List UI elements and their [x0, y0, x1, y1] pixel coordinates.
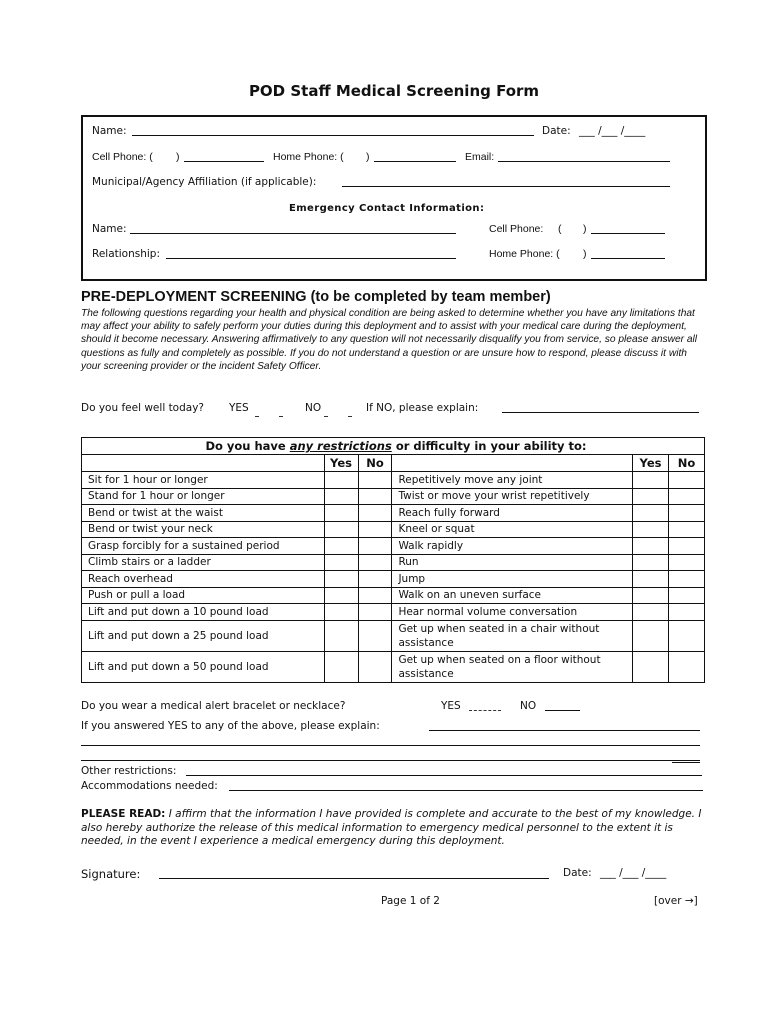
left-no-checkbox[interactable] — [358, 521, 392, 538]
right-yes-checkbox[interactable] — [633, 604, 669, 621]
explain-line-3[interactable] — [81, 750, 700, 761]
bracelet-no-label: NO — [520, 700, 537, 712]
signature-date-field[interactable]: ___ /___ /____ — [600, 867, 667, 879]
right-yes-checkbox[interactable] — [633, 472, 669, 489]
right-no-checkbox[interactable] — [668, 587, 704, 604]
explain-label: If you answered YES to any of the above, please explain: — [81, 720, 380, 732]
signature-label: Signature: — [81, 867, 141, 881]
restrictions-heading: Do you have any restrictions or difficulty in your ability to: — [82, 438, 705, 455]
left-no-checkbox[interactable] — [358, 571, 392, 588]
left-no-checkbox[interactable] — [358, 620, 392, 651]
left-no-checkbox[interactable] — [358, 505, 392, 522]
left-yes-checkbox[interactable] — [324, 488, 358, 505]
other-restrictions-label: Other restrictions: — [81, 765, 177, 777]
right-blank-header — [392, 455, 633, 472]
left-no-checkbox[interactable] — [358, 554, 392, 571]
left-yes-checkbox[interactable] — [324, 554, 358, 571]
right-no-checkbox[interactable] — [668, 488, 704, 505]
ec-cell-paren-close: ) — [583, 223, 587, 235]
ec-name-field[interactable] — [130, 223, 456, 234]
over-link[interactable]: [over →] — [654, 895, 698, 907]
name-label: Name: — [92, 125, 127, 137]
left-yes-checkbox[interactable] — [324, 521, 358, 538]
screening-intro: The following questions regarding your health and physical condition are being asked to determine whether you have any limitations that may affect your ability to safely perform your duties during this deployment and to assist with your medical care during the deployment, should it become necessary. Answering affirmatively to any question will not necessarily disqualify you from service, so please answer all questions as fully and completely as possible. If you do not understand a question or are unsure how to respond, please discuss it with your screening provider or the incident Safety Officer. — [81, 308, 698, 372]
screening-heading: PRE-DEPLOYMENT SCREENING (to be completed by team member) — [81, 289, 551, 305]
restriction-item-right: Walk rapidly — [392, 538, 633, 555]
right-no-checkbox[interactable] — [668, 620, 704, 651]
restriction-item-right: Kneel or squat — [392, 521, 633, 538]
home-phone-field[interactable] — [374, 151, 456, 162]
left-no-checkbox[interactable] — [358, 488, 392, 505]
home-phone-label: Home Phone: ( — [273, 151, 344, 163]
date-field[interactable]: ___ /___ /____ — [579, 125, 646, 137]
affiliation-field[interactable] — [342, 176, 670, 187]
restriction-item-right: Hear normal volume conversation — [392, 604, 633, 621]
restriction-item-right: Get up when seated in a chair without assistance — [392, 620, 633, 651]
restriction-item-right: Reach fully forward — [392, 505, 633, 522]
bracelet-question: Do you wear a medical alert bracelet or necklace? — [81, 700, 346, 712]
right-yes-header: Yes — [633, 455, 669, 472]
explain-line-tail[interactable] — [672, 752, 700, 763]
accommodations-field[interactable] — [229, 780, 703, 791]
left-no-checkbox[interactable] — [358, 472, 392, 489]
restriction-item-right: Jump — [392, 571, 633, 588]
restriction-item-left: Stand for 1 hour or longer — [82, 488, 325, 505]
right-no-checkbox[interactable] — [668, 472, 704, 489]
restriction-item-right: Repetitively move any joint — [392, 472, 633, 489]
left-no-checkbox[interactable] — [358, 587, 392, 604]
page-title: POD Staff Medical Screening Form — [248, 82, 540, 100]
restriction-row — [82, 538, 705, 555]
restriction-row — [82, 554, 705, 571]
restriction-item-left: Grasp forcibly for a sustained period — [82, 538, 325, 555]
email-field[interactable] — [498, 151, 670, 162]
restriction-item-right: Get up when seated on a floor without assistance — [392, 651, 633, 682]
restriction-row — [82, 521, 705, 538]
feel-well-explain-field[interactable] — [502, 402, 699, 413]
ec-home-paren-close: ) — [583, 248, 587, 260]
restriction-row — [82, 587, 705, 604]
explain-field[interactable] — [429, 720, 700, 731]
feel-well-yes-blank[interactable] — [255, 402, 285, 412]
left-yes-checkbox[interactable] — [324, 651, 358, 682]
email-label: Email: — [465, 151, 495, 163]
restriction-item-left: Lift and put down a 50 pound load — [82, 651, 325, 682]
accommodations-label: Accommodations needed: — [81, 780, 218, 792]
ec-cell-label: Cell Phone: — [489, 223, 544, 235]
feel-well-question: Do you feel well today? — [81, 402, 204, 414]
right-no-checkbox[interactable] — [668, 651, 704, 682]
left-yes-checkbox[interactable] — [324, 604, 358, 621]
restriction-row — [82, 505, 705, 522]
right-no-checkbox[interactable] — [668, 571, 704, 588]
ec-name-label: Name: — [92, 223, 127, 235]
right-yes-checkbox[interactable] — [633, 571, 669, 588]
feel-well-no-blank[interactable] — [324, 402, 354, 412]
cell-phone-field[interactable] — [184, 151, 264, 162]
left-yes-checkbox[interactable] — [324, 571, 358, 588]
right-yes-checkbox[interactable] — [633, 521, 669, 538]
cell-phone-paren: ) — [176, 151, 180, 163]
restriction-item-left: Climb stairs or a ladder — [82, 554, 325, 571]
restriction-item-left: Lift and put down a 25 pound load — [82, 620, 325, 651]
restriction-row — [82, 620, 705, 651]
restriction-row — [82, 604, 705, 621]
restriction-item-left: Reach overhead — [82, 571, 325, 588]
home-phone-paren: ) — [366, 151, 370, 163]
other-restrictions-field[interactable] — [186, 765, 702, 776]
ec-relationship-label: Relationship: — [92, 248, 160, 260]
left-yes-checkbox[interactable] — [324, 587, 358, 604]
restriction-row — [82, 488, 705, 505]
ec-relationship-field[interactable] — [166, 248, 456, 259]
restriction-item-left: Lift and put down a 10 pound load — [82, 604, 325, 621]
please-read-label: PLEASE READ: — [81, 808, 166, 820]
signature-date-label: Date: — [563, 867, 592, 879]
left-no-checkbox[interactable] — [358, 651, 392, 682]
left-yes-checkbox[interactable] — [324, 538, 358, 555]
restriction-row — [82, 651, 705, 682]
emergency-contact-heading: Emergency Contact Information: — [289, 203, 485, 214]
ec-cell-field[interactable] — [591, 223, 665, 234]
right-no-checkbox[interactable] — [668, 604, 704, 621]
affirmation-body: I affirm that the information I have provided is complete and accurate to the best of my knowledge. I also hereby authorize the release of this medical information to emergency medical personnel to the extent it is needed, in the event I experience a medical emergency during this deployment. — [81, 808, 702, 847]
restriction-row — [82, 571, 705, 588]
left-no-checkbox[interactable] — [358, 538, 392, 555]
right-no-header: No — [668, 455, 704, 472]
right-yes-checkbox[interactable] — [633, 538, 669, 555]
ec-home-label: Home Phone: ( — [489, 248, 560, 260]
left-no-header: No — [358, 455, 392, 472]
signature-field[interactable] — [159, 868, 549, 879]
restriction-item-right: Walk on an uneven surface — [392, 587, 633, 604]
explain-line-2[interactable] — [81, 735, 700, 746]
restriction-item-left: Sit for 1 hour or longer — [82, 472, 325, 489]
feel-well-no-label: NO — [305, 402, 322, 414]
left-yes-checkbox[interactable] — [324, 620, 358, 651]
cell-phone-label: Cell Phone: ( — [92, 151, 153, 163]
right-yes-checkbox[interactable] — [633, 620, 669, 651]
right-yes-checkbox[interactable] — [633, 505, 669, 522]
date-label: Date: — [542, 125, 571, 137]
restriction-item-right: Twist or move your wrist repetitively — [392, 488, 633, 505]
restriction-item-left: Bend or twist at the waist — [82, 505, 325, 522]
right-no-checkbox[interactable] — [668, 521, 704, 538]
left-yes-checkbox[interactable] — [324, 472, 358, 489]
left-yes-header: Yes — [324, 455, 358, 472]
ec-home-field[interactable] — [591, 248, 665, 259]
restriction-item-right: Run — [392, 554, 633, 571]
ec-cell-paren-open: ( — [558, 223, 562, 235]
name-field[interactable] — [132, 125, 534, 136]
page-number: Page 1 of 2 — [381, 895, 440, 907]
right-yes-checkbox[interactable] — [633, 587, 669, 604]
right-no-checkbox[interactable] — [668, 505, 704, 522]
right-yes-checkbox[interactable] — [633, 554, 669, 571]
feel-well-yes-label: YES — [229, 402, 249, 414]
left-blank-header — [82, 455, 325, 472]
bracelet-no-field[interactable] — [545, 700, 580, 711]
affiliation-label: Municipal/Agency Affiliation (if applicable): — [92, 176, 317, 188]
feel-well-explain-label: If NO, please explain: — [366, 402, 479, 414]
bracelet-yes-label: YES — [441, 700, 461, 712]
restrictions-heading-emphasis: any restrictions — [289, 439, 392, 453]
left-yes-checkbox[interactable] — [324, 505, 358, 522]
restriction-item-left: Push or pull a load — [82, 587, 325, 604]
restriction-row — [82, 472, 705, 489]
restrictions-table — [81, 437, 705, 683]
affirmation-text — [81, 808, 706, 849]
right-no-checkbox[interactable] — [668, 538, 704, 555]
bracelet-yes-field[interactable] — [469, 700, 501, 711]
right-no-checkbox[interactable] — [668, 554, 704, 571]
right-yes-checkbox[interactable] — [633, 488, 669, 505]
restriction-item-left: Bend or twist your neck — [82, 521, 325, 538]
right-yes-checkbox[interactable] — [633, 651, 669, 682]
left-no-checkbox[interactable] — [358, 604, 392, 621]
